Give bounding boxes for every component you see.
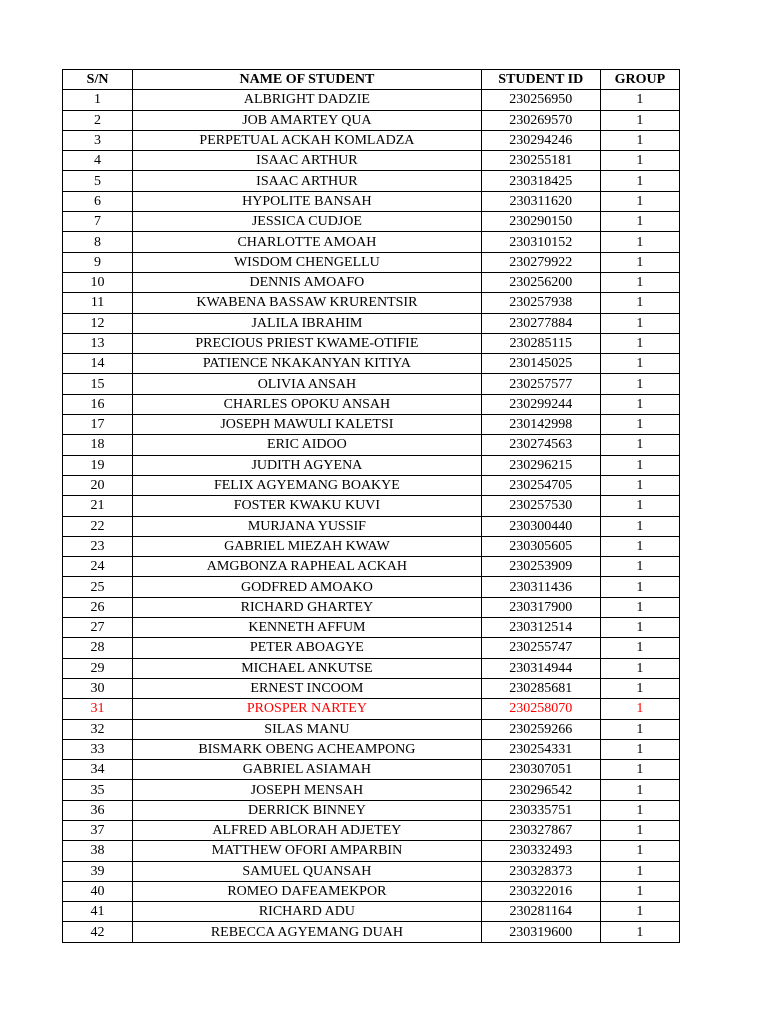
table-row [63,699,680,719]
cell-student-name: JOSEPH MENSAH [133,780,482,800]
cell-student-id: 230145025 [481,354,600,374]
cell-student-id: 230327867 [481,820,600,840]
cell-group: 1 [600,780,679,800]
cell-sn: 16 [63,394,133,414]
table-row [63,110,680,130]
cell-student-name: RICHARD GHARTEY [133,597,482,617]
cell-sn: 29 [63,658,133,678]
table-row [63,678,680,698]
cell-student-id: 230311620 [481,191,600,211]
cell-sn: 4 [63,151,133,171]
cell-student-name: GABRIEL ASIAMAH [133,760,482,780]
cell-group: 1 [600,577,679,597]
cell-student-name: PROSPER NARTEY [133,699,482,719]
table-row [63,800,680,820]
cell-student-id: 230328373 [481,861,600,881]
cell-sn: 13 [63,333,133,353]
cell-group: 1 [600,151,679,171]
cell-student-id: 230142998 [481,415,600,435]
cell-sn: 1 [63,90,133,110]
cell-group: 1 [600,415,679,435]
cell-student-id: 230305605 [481,536,600,556]
cell-sn: 32 [63,719,133,739]
table-row [63,841,680,861]
cell-student-id: 230311436 [481,577,600,597]
cell-student-id: 230294246 [481,130,600,150]
cell-student-name: ISAAC ARTHUR [133,151,482,171]
cell-student-name: FELIX AGYEMANG BOAKYE [133,475,482,495]
table-row [63,435,680,455]
cell-student-id: 230285681 [481,678,600,698]
table-row [63,719,680,739]
table-row [63,597,680,617]
table-row [63,658,680,678]
cell-student-name: GODFRED AMOAKO [133,577,482,597]
cell-group: 1 [600,841,679,861]
cell-group: 1 [600,475,679,495]
cell-group: 1 [600,394,679,414]
cell-student-id: 230296542 [481,780,600,800]
cell-group: 1 [600,455,679,475]
cell-sn: 3 [63,130,133,150]
cell-sn: 11 [63,293,133,313]
cell-student-id: 230254331 [481,739,600,759]
cell-group: 1 [600,739,679,759]
cell-group: 1 [600,536,679,556]
cell-student-name: WISDOM CHENGELLU [133,252,482,272]
cell-sn: 31 [63,699,133,719]
cell-sn: 15 [63,374,133,394]
table-row [63,191,680,211]
cell-student-name: ISAAC ARTHUR [133,171,482,191]
cell-sn: 28 [63,638,133,658]
cell-group: 1 [600,760,679,780]
cell-student-name: REBECCA AGYEMANG DUAH [133,922,482,942]
cell-sn: 42 [63,922,133,942]
cell-student-id: 230281164 [481,902,600,922]
cell-student-name: ERIC AIDOO [133,435,482,455]
table-body [63,90,680,942]
cell-student-name: KWABENA BASSAW KRURENTSIR [133,293,482,313]
cell-student-id: 230257530 [481,496,600,516]
cell-student-name: AMGBONZA RAPHEAL ACKAH [133,557,482,577]
cell-sn: 38 [63,841,133,861]
cell-group: 1 [600,212,679,232]
cell-sn: 30 [63,678,133,698]
student-roster-table [62,69,680,943]
cell-group: 1 [600,678,679,698]
table-row [63,374,680,394]
cell-sn: 23 [63,536,133,556]
cell-student-id: 230254705 [481,475,600,495]
cell-student-name: JALILA IBRAHIM [133,313,482,333]
table-row [63,354,680,374]
cell-student-id: 230300440 [481,516,600,536]
cell-student-id: 230335751 [481,800,600,820]
table-row [63,272,680,292]
cell-sn: 39 [63,861,133,881]
cell-student-name: PETER ABOAGYE [133,638,482,658]
cell-student-name: ALBRIGHT DADZIE [133,90,482,110]
cell-student-name: JOSEPH MAWULI KALETSI [133,415,482,435]
cell-student-name: PRECIOUS PRIEST KWAME-OTIFIE [133,333,482,353]
cell-sn: 33 [63,739,133,759]
cell-student-id: 230255747 [481,638,600,658]
cell-group: 1 [600,496,679,516]
cell-sn: 41 [63,902,133,922]
table-row [63,922,680,942]
cell-sn: 14 [63,354,133,374]
table-row [63,902,680,922]
cell-sn: 40 [63,881,133,901]
cell-sn: 35 [63,780,133,800]
table-row [63,760,680,780]
cell-student-name: PERPETUAL ACKAH KOMLADZA [133,130,482,150]
cell-sn: 26 [63,597,133,617]
table-row [63,861,680,881]
cell-student-id: 230319600 [481,922,600,942]
cell-student-name: GABRIEL MIEZAH KWAW [133,536,482,556]
cell-student-name: DERRICK BINNEY [133,800,482,820]
cell-student-id: 230257938 [481,293,600,313]
cell-student-id: 230310152 [481,232,600,252]
cell-group: 1 [600,191,679,211]
cell-student-id: 230318425 [481,171,600,191]
cell-student-id: 230269570 [481,110,600,130]
table-row [63,881,680,901]
table-row [63,313,680,333]
cell-sn: 2 [63,110,133,130]
cell-sn: 22 [63,516,133,536]
table-row [63,252,680,272]
cell-student-name: MURJANA YUSSIF [133,516,482,536]
cell-student-name: RICHARD ADU [133,902,482,922]
cell-group: 1 [600,171,679,191]
cell-sn: 9 [63,252,133,272]
table-row [63,475,680,495]
cell-student-id: 230255181 [481,151,600,171]
cell-student-name: PATIENCE NKAKANYAN KITIYA [133,354,482,374]
cell-sn: 17 [63,415,133,435]
cell-student-name: JOB AMARTEY QUA [133,110,482,130]
cell-sn: 25 [63,577,133,597]
table-row [63,90,680,110]
cell-sn: 10 [63,272,133,292]
cell-student-id: 230314944 [481,658,600,678]
cell-sn: 19 [63,455,133,475]
cell-student-id: 230253909 [481,557,600,577]
cell-student-name: BISMARK OBENG ACHEAMPONG [133,739,482,759]
cell-student-name: SAMUEL QUANSAH [133,861,482,881]
cell-student-name: CHARLES OPOKU ANSAH [133,394,482,414]
cell-group: 1 [600,597,679,617]
table-row [63,536,680,556]
cell-group: 1 [600,638,679,658]
cell-student-id: 230332493 [481,841,600,861]
cell-group: 1 [600,293,679,313]
table-header-row [63,70,680,90]
cell-student-name: FOSTER KWAKU KUVI [133,496,482,516]
cell-group: 1 [600,881,679,901]
cell-student-id: 230290150 [481,212,600,232]
cell-sn: 34 [63,760,133,780]
cell-group: 1 [600,90,679,110]
cell-sn: 20 [63,475,133,495]
table-row [63,333,680,353]
header-sn: S/N [63,70,133,90]
cell-group: 1 [600,516,679,536]
cell-student-name: SILAS MANU [133,719,482,739]
cell-sn: 37 [63,820,133,840]
cell-student-name: HYPOLITE BANSAH [133,191,482,211]
table-row [63,171,680,191]
cell-student-id: 230257577 [481,374,600,394]
cell-student-name: MATTHEW OFORI AMPARBIN [133,841,482,861]
cell-student-id: 230256200 [481,272,600,292]
cell-group: 1 [600,130,679,150]
cell-group: 1 [600,719,679,739]
table-row [63,496,680,516]
header-student-name: NAME OF STUDENT [133,70,482,90]
cell-student-id: 230317900 [481,597,600,617]
table-row [63,130,680,150]
cell-student-name: CHARLOTTE AMOAH [133,232,482,252]
cell-group: 1 [600,902,679,922]
cell-group: 1 [600,435,679,455]
table-row [63,820,680,840]
cell-sn: 7 [63,212,133,232]
cell-sn: 8 [63,232,133,252]
table-row [63,618,680,638]
cell-group: 1 [600,658,679,678]
cell-student-id: 230285115 [481,333,600,353]
cell-group: 1 [600,333,679,353]
cell-group: 1 [600,313,679,333]
cell-student-name: KENNETH AFFUM [133,618,482,638]
cell-student-name: OLIVIA ANSAH [133,374,482,394]
cell-student-name: DENNIS AMOAFO [133,272,482,292]
cell-group: 1 [600,110,679,130]
cell-group: 1 [600,820,679,840]
cell-student-id: 230274563 [481,435,600,455]
cell-student-name: ROMEO DAFEAMEKPOR [133,881,482,901]
cell-student-id: 230258070 [481,699,600,719]
cell-sn: 18 [63,435,133,455]
cell-group: 1 [600,374,679,394]
cell-sn: 24 [63,557,133,577]
cell-group: 1 [600,618,679,638]
table-row [63,212,680,232]
cell-student-id: 230299244 [481,394,600,414]
cell-sn: 21 [63,496,133,516]
cell-student-id: 230259266 [481,719,600,739]
cell-sn: 6 [63,191,133,211]
cell-student-name: JUDITH AGYENA [133,455,482,475]
table-row [63,151,680,171]
cell-group: 1 [600,354,679,374]
table-row [63,638,680,658]
cell-student-name: MICHAEL ANKUTSE [133,658,482,678]
table-row [63,557,680,577]
cell-student-id: 230256950 [481,90,600,110]
cell-group: 1 [600,800,679,820]
cell-student-id: 230296215 [481,455,600,475]
header-student-id: STUDENT ID [481,70,600,90]
cell-student-id: 230307051 [481,760,600,780]
cell-group: 1 [600,252,679,272]
table-row [63,577,680,597]
cell-sn: 5 [63,171,133,191]
table-row [63,455,680,475]
table-row [63,780,680,800]
cell-student-name: ERNEST INCOOM [133,678,482,698]
cell-sn: 36 [63,800,133,820]
cell-sn: 12 [63,313,133,333]
cell-group: 1 [600,861,679,881]
table-row [63,232,680,252]
cell-student-name: ALFRED ABLORAH ADJETEY [133,820,482,840]
cell-group: 1 [600,232,679,252]
cell-student-id: 230312514 [481,618,600,638]
cell-group: 1 [600,922,679,942]
cell-sn: 27 [63,618,133,638]
cell-student-id: 230279922 [481,252,600,272]
table-row [63,516,680,536]
table-row [63,394,680,414]
cell-student-name: JESSICA CUDJOE [133,212,482,232]
cell-student-id: 230322016 [481,881,600,901]
cell-group: 1 [600,272,679,292]
table-row [63,739,680,759]
cell-group: 1 [600,557,679,577]
cell-group: 1 [600,699,679,719]
header-group: GROUP [600,70,679,90]
cell-student-id: 230277884 [481,313,600,333]
table-row [63,415,680,435]
table-row [63,293,680,313]
